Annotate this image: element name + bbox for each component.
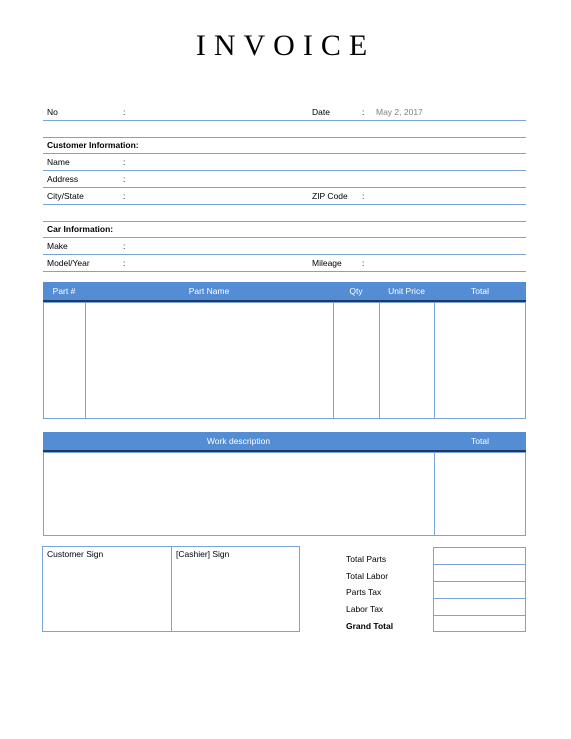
totals-row-divider xyxy=(433,615,526,616)
col-part-name: Part Name xyxy=(188,286,230,296)
customer-section-label: Customer Information: xyxy=(47,140,139,150)
make-label: Make xyxy=(47,241,68,251)
address-label: Address xyxy=(47,174,79,184)
car-section-label: Car Information: xyxy=(47,224,114,234)
col-part-number: Part # xyxy=(52,286,76,296)
colon: : xyxy=(123,258,126,268)
model-year-label: Model/Year xyxy=(47,258,90,268)
blank-row xyxy=(43,205,526,222)
invoice-title: INVOICE xyxy=(195,29,376,62)
work-table-body[interactable] xyxy=(43,452,526,536)
colon: : xyxy=(123,107,126,117)
column-divider xyxy=(434,452,435,536)
zip-code-label: ZIP Code xyxy=(312,191,348,201)
name-label: Name xyxy=(47,157,70,167)
totals-row-divider xyxy=(433,598,526,599)
customer-section-row xyxy=(43,137,526,154)
customer-name-row[interactable] xyxy=(43,154,526,171)
parts-tax-label: Parts Tax xyxy=(346,587,382,597)
colon: : xyxy=(362,258,365,268)
totals-row-divider xyxy=(433,564,526,565)
blank-row xyxy=(43,121,526,138)
customer-address-row[interactable] xyxy=(43,171,526,188)
car-make-row[interactable] xyxy=(43,238,526,255)
signature-divider xyxy=(171,546,172,632)
total-labor-label: Total Labor xyxy=(346,571,389,581)
grand-total-label: Grand Total xyxy=(346,621,394,631)
totals-values-box[interactable] xyxy=(433,547,526,632)
work-table-header xyxy=(43,432,526,452)
colon: : xyxy=(123,157,126,167)
colon: : xyxy=(362,191,365,201)
col-total: Total xyxy=(471,286,489,296)
column-divider xyxy=(434,302,435,419)
customer-sign-label: Customer Sign xyxy=(47,549,104,559)
customer-city-row[interactable] xyxy=(43,188,526,205)
mileage-label: Mileage xyxy=(312,258,342,268)
city-state-label: City/State xyxy=(47,191,84,201)
invoice-number-row xyxy=(43,104,526,121)
colon: : xyxy=(123,174,126,184)
colon: : xyxy=(362,107,365,117)
colon: : xyxy=(123,241,126,251)
no-label: No xyxy=(47,107,58,117)
date-label: Date xyxy=(312,107,330,117)
car-section-row xyxy=(43,221,526,238)
col-work-total: Total xyxy=(471,436,489,446)
labor-tax-label: Labor Tax xyxy=(346,604,384,614)
cashier-sign-label: [Cashier] Sign xyxy=(176,549,230,559)
col-work-description: Work description xyxy=(206,436,271,446)
column-divider xyxy=(85,302,86,419)
col-unit-price: Unit Price xyxy=(388,286,425,296)
colon: : xyxy=(123,191,126,201)
totals-row-divider xyxy=(433,581,526,582)
parts-table-header xyxy=(43,282,526,302)
parts-table-body[interactable] xyxy=(43,302,526,419)
date-value[interactable]: May 2, 2017 xyxy=(376,107,423,117)
car-model-row[interactable] xyxy=(43,255,526,272)
col-qty: Qty xyxy=(349,286,363,296)
column-divider xyxy=(379,302,380,419)
column-divider xyxy=(333,302,334,419)
total-parts-label: Total Parts xyxy=(346,554,387,564)
